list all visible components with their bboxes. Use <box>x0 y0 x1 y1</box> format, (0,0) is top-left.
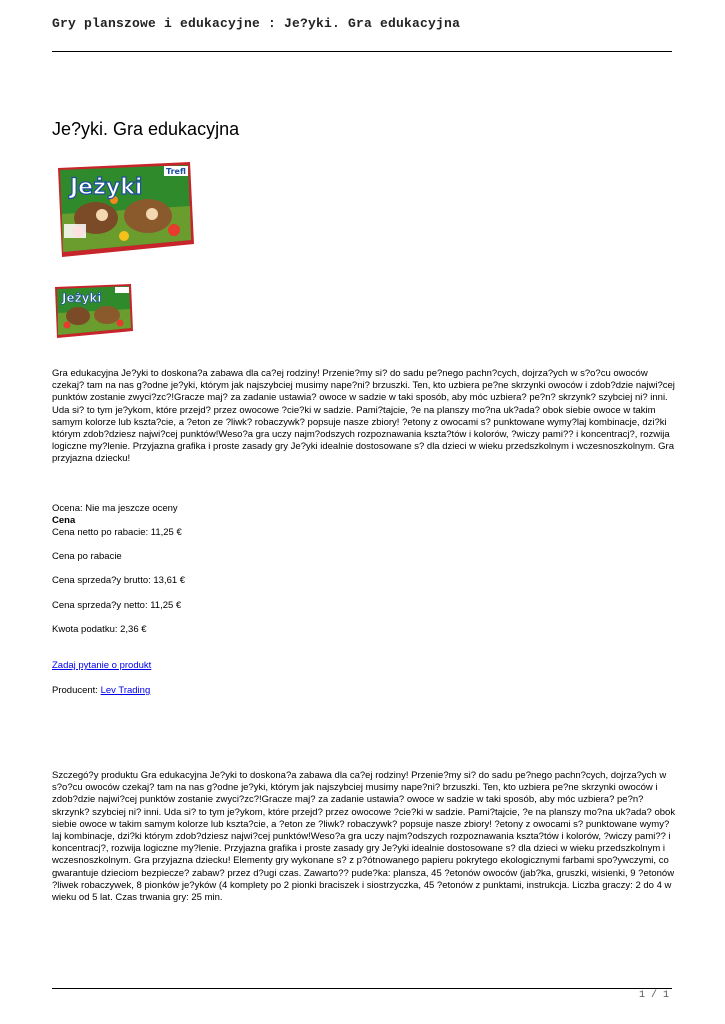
producer-row <box>52 685 150 697</box>
product-box-thumbnail[interactable] <box>52 283 134 339</box>
price-gross: Cena sprzeda?y brutto: 13,61 € <box>52 575 186 586</box>
document-header-title: Gry planszowe i edukacyjne : Je?yki. Gra edukacyjna <box>52 16 461 31</box>
ask-question-link[interactable]: Zadaj pytanie o produkt <box>52 660 152 671</box>
producer-link[interactable]: Lev Trading <box>100 685 151 696</box>
brand-logo: Trefl <box>166 167 186 176</box>
tax-amount: Kwota podatku: 2,36 € <box>52 624 147 635</box>
price-net-after-discount: Cena netto po rabacie: 11,25 € <box>52 527 182 538</box>
price-heading: Cena <box>52 515 76 526</box>
product-box-image-large[interactable] <box>52 160 196 259</box>
ask-question-row <box>52 660 151 672</box>
box-title-logo: Jeżyki <box>70 175 143 200</box>
rating-text: Ocena: Nie ma jeszcze oceny <box>52 503 178 514</box>
page-number: 1 / 1 <box>638 990 669 1001</box>
footer-divider <box>52 988 672 989</box>
product-title: Je?yki. Gra edukacyjna <box>52 119 240 139</box>
producer-label: Producent: <box>52 685 101 696</box>
thumbnail-title-logo: Jeżyki <box>62 291 102 305</box>
product-specification: Szczegó?y produktu Gra edukacyjna Je?yki to doskona?a zabawa dla ca?ej rodziny! Przenie?my si? do sadu pe?nego pachn?cych, dojrza?ych w s?o?cu owoców czekaj? tam na nas g?odne je?yki, którym jak najszybciej musimy nape?ni? brzuszki. Ten, kto uzbiera pe?ne skrzynki owoców i zdob?dzie najwi?cej punktów zostanie zwyci?zc?!Gracze maj? za zadanie ustawia? owoce w sadzie w taki sposób, aby móc uzbiera? pe?n? skrzynk? szybciej ni? inni. Uda si? to tym je?ykom, które przejd? przez owocowe ?cie?ki w sadzie. Pami?tajcie, ?e na planszy mo?na uk?ada? obok siebie owoce w takim samym kolorze lub kszta?cie, a ?eton ze ?liwk? robaczywk? popsuje nasze zbiory! ?etony z owocami s? punktowane wymy?laj kombinacje, dzi?ki którym zdob?dziesz najwi?cej punktów!Weso?a gra uczy najm?odszych rozpoznawania kszta?tów i kolorów, ?wiczy pami?? i koncentracj?, rozwija logiczne my?lenie. Przyjazna grafika i proste zasady gry Je?yki idealnie dostosowane s? dla dzieci w wieku przedszkolnym i wczesnoszkolnym. Gra przyjazna dziecku! Elementy gry wykonane s? z p?ótnowanego papieru pokrytego ekologicznymi farbami spo?ywczymi, co gwarantuje dzieciom bezpiecze? zabaw? przez d?ugi czas. Zawarto?? pude?ka: plansza, 45 ?etonów owoców (jab?ka, gruszki, wisienki, 9 ?etonów ?liwek robaczywek, 8 pionków je?yków (4 komplety po 2 pionki braciszek i siostrzyczka, 45 ?etonów z punktami, instrukcja. Liczba graczy: 2 do 4 w wieku od 5 lat. Czas trwania gry: 25 min. <box>52 770 676 904</box>
header-divider <box>52 51 672 52</box>
price-after-discount-label: Cena po rabacie <box>52 551 122 562</box>
price-net: Cena sprzeda?y netto: 11,25 € <box>52 600 182 611</box>
product-description: Gra edukacyjna Je?yki to doskona?a zabawa dla ca?ej rodziny! Przenie?my si? do sadu pe?nego pachn?cych, dojrza?ych w s?o?cu owoców czekaj? tam na nas g?odne je?yki, którym jak najszybciej musimy nape?ni? brzuszki. Ten, kto uzbiera pe?ne skrzynki owoców i zdob?dzie najwi?cej punktów zostanie zwyci?zc?!Gracze maj? za zadanie ustawia? owoce w sadzie w taki sposób, aby móc uzbiera? pe?n? skrzynk? szybciej ni? inni. Uda si? to tym je?ykom, które przejd? przez owocowe ?cie?ki w sadzie. Pami?tajcie, ?e na planszy mo?na uk?ada? obok siebie owoce w takim samym kolorze lub kszta?cie, a ?eton ze ?liwk? robaczywk? popsuje nasze zbiory! ?etony z owocami s? punktowane wymy?laj kombinacje, dzi?ki którym zdob?dziesz najwi?cej punktów!Weso?a gra uczy najm?odszych rozpoznawania kszta?tów i kolorów, ?wiczy pami?? i koncentracj?, rozwija logiczne my?lenie. Przyjazna grafika i proste zasady gry Je?yki idealnie dostosowane s? dla dzieci w wieku przedszkolnym i wczesnoszkolnym. Gra przyjazna dziecku! <box>52 368 675 465</box>
